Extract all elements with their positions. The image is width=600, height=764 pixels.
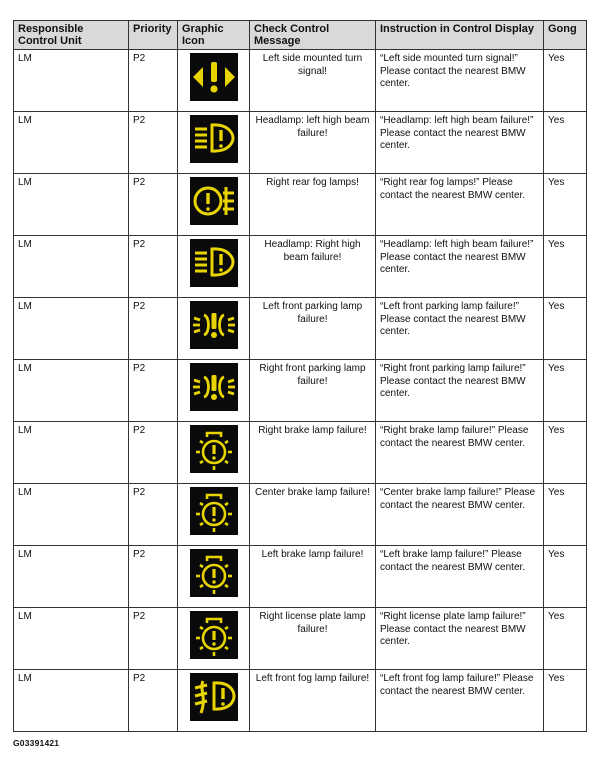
cell-instruction: “Right license plate lamp failure!” Please contact the nearest BMW center.: [376, 608, 544, 670]
cell-instruction: “Center brake lamp failure!” Please contact the nearest BMW center.: [376, 484, 544, 546]
brake-lamp-warning-icon: [190, 487, 238, 535]
cell-control-unit: LM: [14, 422, 129, 484]
cell-priority: P2: [129, 360, 178, 422]
cell-priority: P2: [129, 484, 178, 546]
parking-lamp-warning-icon: [190, 363, 238, 411]
cell-gong: Yes: [544, 422, 587, 484]
parking-lamp-warning-icon: [190, 301, 238, 349]
cell-check-control-message: Left side mounted turn signal!: [250, 50, 376, 112]
cell-instruction: “Left side mounted turn signal!” Please contact the nearest BMW center.: [376, 50, 544, 112]
cell-priority: P2: [129, 422, 178, 484]
cell-graphic-icon: [178, 670, 250, 732]
header-responsible-control-unit: Responsible Control Unit: [14, 21, 129, 50]
cell-check-control-message: Left front parking lamp failure!: [250, 298, 376, 360]
front-fog-lamp-icon: [190, 673, 238, 721]
cell-check-control-message: Right license plate lamp failure!: [250, 608, 376, 670]
figure-code: G03391421: [13, 738, 60, 748]
header-gong: Gong: [544, 21, 587, 50]
cell-priority: P2: [129, 608, 178, 670]
cell-control-unit: LM: [14, 50, 129, 112]
cell-control-unit: LM: [14, 670, 129, 732]
brake-lamp-warning-icon: [190, 611, 238, 659]
cell-graphic-icon: [178, 546, 250, 608]
cell-control-unit: LM: [14, 236, 129, 298]
cell-check-control-message: Left front fog lamp failure!: [250, 670, 376, 732]
cell-gong: Yes: [544, 112, 587, 174]
table-header-row: [14, 21, 587, 50]
table-row: [14, 298, 587, 360]
cell-priority: P2: [129, 236, 178, 298]
high-beam-failure-icon: [190, 239, 238, 287]
cell-control-unit: LM: [14, 484, 129, 546]
cell-gong: Yes: [544, 608, 587, 670]
header-graphic-icon: Graphic Icon: [178, 21, 250, 50]
cell-check-control-message: Center brake lamp failure!: [250, 484, 376, 546]
table-row: [14, 422, 587, 484]
cell-control-unit: LM: [14, 546, 129, 608]
cell-gong: Yes: [544, 50, 587, 112]
cell-instruction: “Left front fog lamp failure!” Please contact the nearest BMW center.: [376, 670, 544, 732]
cell-control-unit: LM: [14, 360, 129, 422]
cell-gong: Yes: [544, 298, 587, 360]
cell-graphic-icon: [178, 422, 250, 484]
header-priority: Priority: [129, 21, 178, 50]
cell-instruction: “Right brake lamp failure!” Please contact the nearest BMW center.: [376, 422, 544, 484]
table-row: [14, 608, 587, 670]
cell-control-unit: LM: [14, 112, 129, 174]
cell-check-control-message: Headlamp: Right high beam failure!: [250, 236, 376, 298]
cell-gong: Yes: [544, 360, 587, 422]
turn-signal-warning-icon: [190, 53, 238, 101]
cell-gong: Yes: [544, 546, 587, 608]
cell-check-control-message: Left brake lamp failure!: [250, 546, 376, 608]
header-check-control-message: Check Control Message: [250, 21, 376, 50]
cell-priority: P2: [129, 174, 178, 236]
cell-priority: P2: [129, 298, 178, 360]
cell-control-unit: LM: [14, 174, 129, 236]
table-row: [14, 360, 587, 422]
cell-graphic-icon: [178, 360, 250, 422]
high-beam-failure-icon: [190, 115, 238, 163]
cell-graphic-icon: [178, 112, 250, 174]
cell-graphic-icon: [178, 174, 250, 236]
cell-graphic-icon: [178, 298, 250, 360]
table-body: [14, 50, 587, 732]
table-row: [14, 112, 587, 174]
table-row: [14, 484, 587, 546]
cell-priority: P2: [129, 112, 178, 174]
cell-instruction: “Left brake lamp failure!” Please contact the nearest BMW center.: [376, 546, 544, 608]
cell-instruction: “Right front parking lamp failure!” Please contact the nearest BMW center.: [376, 360, 544, 422]
rear-fog-lamp-warning-icon: [190, 177, 238, 225]
brake-lamp-warning-icon: [190, 549, 238, 597]
cell-check-control-message: Right rear fog lamps!: [250, 174, 376, 236]
cell-gong: Yes: [544, 484, 587, 546]
cell-graphic-icon: [178, 236, 250, 298]
cell-graphic-icon: [178, 50, 250, 112]
cell-priority: P2: [129, 50, 178, 112]
cell-priority: P2: [129, 546, 178, 608]
cell-instruction: “Headlamp: left high beam failure!” Please contact the nearest BMW center.: [376, 236, 544, 298]
check-control-table: [13, 20, 587, 732]
cell-check-control-message: Right front parking lamp failure!: [250, 360, 376, 422]
cell-gong: Yes: [544, 670, 587, 732]
cell-gong: Yes: [544, 174, 587, 236]
cell-priority: P2: [129, 670, 178, 732]
cell-control-unit: LM: [14, 298, 129, 360]
cell-control-unit: LM: [14, 608, 129, 670]
cell-graphic-icon: [178, 608, 250, 670]
cell-instruction: “Headlamp: left high beam failure!” Please contact the nearest BMW center.: [376, 112, 544, 174]
cell-gong: Yes: [544, 236, 587, 298]
header-instruction: Instruction in Control Display: [376, 21, 544, 50]
table-row: [14, 236, 587, 298]
cell-instruction: “Right rear fog lamps!” Please contact the nearest BMW center.: [376, 174, 544, 236]
brake-lamp-warning-icon: [190, 425, 238, 473]
table-row: [14, 50, 587, 112]
table-row: [14, 174, 587, 236]
table-row: [14, 546, 587, 608]
cell-instruction: “Left front parking lamp failure!” Please contact the nearest BMW center.: [376, 298, 544, 360]
cell-graphic-icon: [178, 484, 250, 546]
cell-check-control-message: Headlamp: left high beam failure!: [250, 112, 376, 174]
table-row: [14, 670, 587, 732]
cell-check-control-message: Right brake lamp failure!: [250, 422, 376, 484]
